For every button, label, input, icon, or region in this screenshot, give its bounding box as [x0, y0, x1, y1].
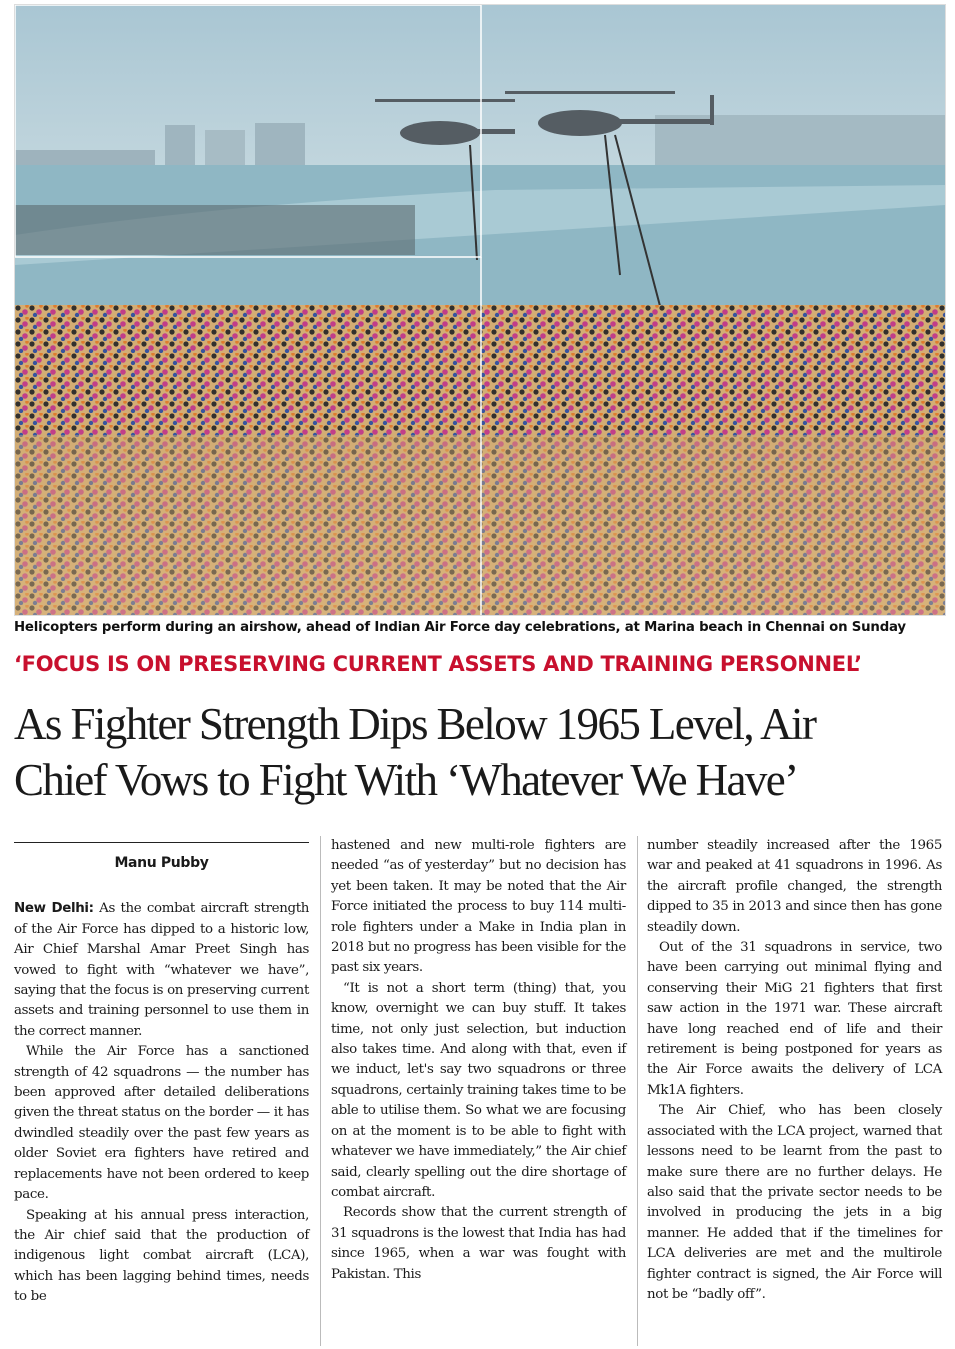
dateline: New Delhi:: [14, 901, 94, 917]
airshow-photo-icon: [15, 5, 945, 615]
headline: [14, 696, 944, 808]
column-divider: [637, 836, 638, 1346]
byline-rule: [14, 842, 309, 843]
article-column-3: [647, 836, 942, 1305]
headline-line-2: Chief Vows to Fight With ‘Whatever We Have’: [14, 755, 798, 805]
paragraph: Records show that the current strength of 31 squadrons is the lowest that India has had since 1965, when a war was fought with Pakistan. This: [331, 1205, 626, 1282]
column-divider: [320, 836, 321, 1346]
paragraph: number steadily increased after the 1965 war and peaked at 41 squadrons in 1996. As the aircraft profile changed, the strength dipped to 35 in 2013 and since then has gone steadily down.: [647, 838, 942, 935]
paragraph: hastened and new multi-role fighters are needed “as of yesterday” but no decision has yet been taken. It may be noted that the Air Force initiated the process to buy 114 multi-role fighters under a Make in India plan in 2018 but no progress has been visible for the past six years.: [331, 838, 626, 976]
article-column-2: [331, 836, 626, 1285]
photo-caption: Helicopters perform during an airshow, ahead of Indian Air Force day celebrations, at Marina beach in Chennai on Sunday: [14, 620, 906, 635]
kicker: ‘FOCUS IS ON PRESERVING CURRENT ASSETS AND TRAINING PERSONNEL’: [14, 652, 862, 676]
airshow-photo: [14, 4, 946, 616]
headline-line-1: As Fighter Strength Dips Below 1965 Level, Air: [14, 699, 816, 749]
paragraph: Out of the 31 squadrons in service, two have been carrying out minimal flying and conserving their MiG 21 fighters that first saw action in the 1971 war. These aircraft have long reached end of life and their retirement is being postponed for years as the Air Force awaits the delivery of LCA Mk1A fighters.: [647, 940, 942, 1098]
paragraph: While the Air Force has a sanctioned strength of 42 squadrons — the number has been approved after detailed deliberations given the threat status on the border — it has dwindled steadily over the past few years as older Soviet era fighters have retired and replacements have not been ordered to keep pace.: [14, 1044, 309, 1203]
article-column-1: [14, 836, 309, 1308]
paragraph: “It is not a short term (thing) that, you know, overnight we can buy stuff. It takes time, not only just selection, but induction also takes time. And along with that, even if we induct, let's say two squadrons or three squadrons, certainly training takes time to be able to utilise them. So what we are focusing on at the moment is to be able to fight with whatever we have immediately,” the Air chief said, clearly spelling out the dire shortage of combat aircraft.: [331, 980, 626, 1200]
paragraph: [14, 899, 309, 1042]
paragraph: Speaking at his annual press interaction, the Air chief said that the production of indigenous light combat aircraft (LCA), which has been lagging behind times, needs to be: [14, 1207, 309, 1305]
byline: Manu Pubby: [114, 855, 209, 871]
paragraph: The Air Chief, who has been closely associated with the LCA project, warned that lessons need to be learnt from the past to make sure there are no further delays. He also said that the private sector needs to be involved in producing the jets in a big manner. He added that if the timelines for LCA deliveries are met and the multirole fighter contract is signed, the Air Force will not be “badly off”.: [647, 1103, 942, 1302]
paragraph-text: As the combat aircraft strength of the Air Force has dipped to a historic low, Air Chief Marshal Amar Preet Singh has vowed to fight with “whatever we have”, saying that the focus is on preserving current assets and training personnel to use them in the correct manner.: [14, 901, 309, 1039]
